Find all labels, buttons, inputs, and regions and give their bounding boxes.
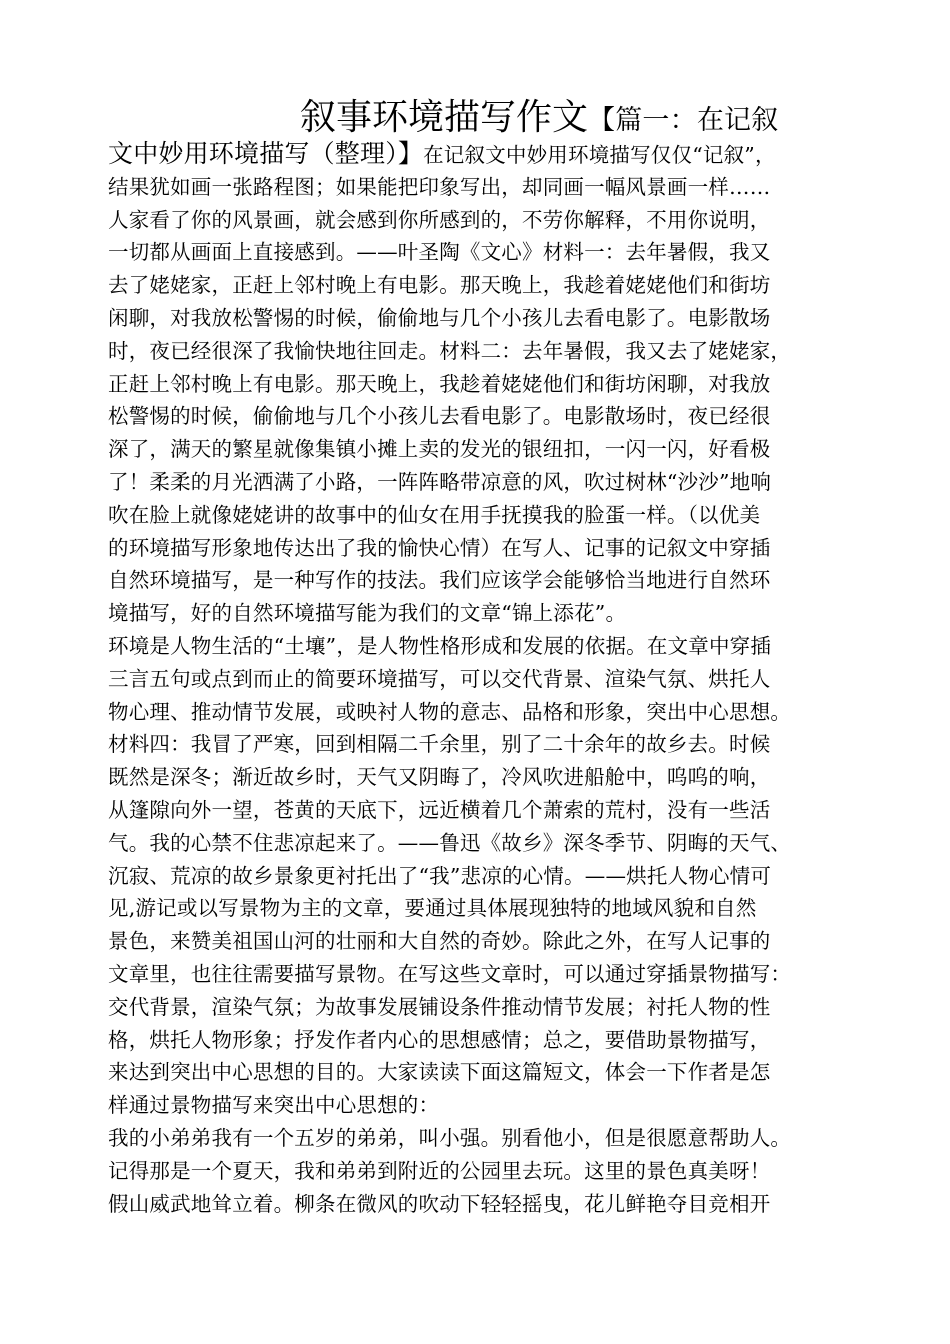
text-line: 深了，满天的繁星就像集镇小摊上卖的发光的银纽扣，一闪一闪，好看极 (108, 437, 771, 462)
document-subtitle: 文中妙用环境描写（整理）】 (108, 139, 424, 168)
text-line: 正赶上邻村晚上有电影。那天晚上，我趁着姥姥他们和街坊闲聊，对我放 (108, 371, 771, 396)
text-line: 格，烘托人物形象；抒发作者内心的思想感情；总之，要借助景物描写， (108, 1027, 771, 1052)
text-line: 的环境描写形象地传达出了我的愉快心情）在写人、记事的记叙文中穿插 (108, 535, 771, 560)
document-title: 叙事环境描写作文 (300, 97, 589, 138)
text-line: 我的小弟弟我有一个五岁的弟弟，叫小强。别看他小，但是很愿意帮助人。 (108, 1125, 792, 1150)
title-line (108, 98, 868, 138)
text-line: 沉寂、荒凉的故乡景象更衬托出了“我”悲凉的心情。——烘托人物心情可 (108, 863, 772, 888)
text-line (108, 138, 868, 171)
text-line: 交代背景，渲染气氛；为故事发展铺设条件推动情节发展；衬托人物的性 (108, 994, 771, 1019)
text-line: 材料四：我冒了严寒，回到相隔二千余里，别了二十余年的故乡去。时候 (108, 732, 771, 757)
text-line: 文章里，也往往需要描写景物。在写这些文章时，可以通过穿插景物描写： (108, 961, 792, 986)
text-line: 从篷隙向外一望，苍黄的天底下，远近横着几个萧索的荒村，没有一些活 (108, 797, 771, 822)
text-line: 样通过景物描写来突出中心思想的： (108, 1093, 440, 1118)
text-line: 人家看了你的风景画，就会感到你所感到的，不劳你解释，不用你说明， (108, 207, 771, 232)
text-line: 记得那是一个夏天，我和弟弟到附近的公园里去玩。这里的景色真美呀！ (108, 1158, 771, 1183)
text-line: 吹在脸上就像姥姥讲的故事中的仙女在用手抚摸我的脸蛋一样。（以优美 (108, 502, 761, 527)
text-line: 来达到突出中心思想的目的。大家读读下面这篇短文，体会一下作者是怎 (108, 1060, 771, 1085)
text-line: 既然是深冬；渐近故乡时，天气又阴晦了，冷风吹进船舱中，呜呜的响， (108, 765, 771, 790)
text-line: 三言五句或点到而止的简要环境描写，可以交代背景、渲染气氛、烘托人 (108, 666, 771, 691)
text-line: 环境是人物生活的“土壤”，是人物性格形成和发展的依据。在文章中穿插 (108, 633, 772, 658)
text-line: 物心理、推动情节发展，或映衬人物的意志、品格和形象，突出中心思想。 (108, 699, 792, 724)
text-line: 了！柔柔的月光洒满了小路，一阵阵略带凉意的风，吹过树林“沙沙”地响 (108, 469, 772, 494)
text-line: 假山威武地耸立着。柳条在微风的吹动下轻轻摇曳，花儿鲜艳夺目竞相开 (108, 1191, 771, 1216)
text-line-content: 在记叙文中妙用环境描写仅仅“记叙”， (423, 143, 776, 167)
document-title-tail: 【篇一：在记叙 (588, 105, 779, 136)
document-body (108, 98, 868, 1220)
text-line: 时，夜已经很深了我愉快地往回走。材料二：去年暑假，我又去了姥姥家， (108, 338, 792, 363)
text-line: 见,游记或以写景物为主的文章，要通过具体展现独特的地域风貌和自然 (108, 896, 757, 921)
text-line: 自然环境描写，是一种写作的技法。我们应该学会能够恰当地进行自然环 (108, 568, 771, 593)
text-line: 景色，来赞美祖国山河的壮丽和大自然的奇妙。除此之外，在写人记事的 (108, 929, 771, 954)
text-line: 闲聊，对我放松警惕的时候，偷偷地与几个小孩儿去看电影了。电影散场 (108, 305, 771, 330)
text-line: 去了姥姥家，正赶上邻村晚上有电影。那天晚上，我趁着姥姥他们和街坊 (108, 273, 771, 298)
text-line: 一切都从画面上直接感到。——叶圣陶《文心》材料一：去年暑假，我又 (108, 240, 771, 265)
text-line: 气。我的心禁不住悲凉起来了。——鲁迅《故乡》深冬季节、阴晦的天气、 (108, 830, 792, 855)
text-line: 结果犹如画一张路程图；如果能把印象写出，却同画一幅风景画一样…… (108, 174, 771, 199)
text-line: 境描写，好的自然环境描写能为我们的文章“锦上添花”。 (108, 601, 627, 626)
text-line: 松警惕的时候，偷偷地与几个小孩儿去看电影了。电影散场时，夜已经很 (108, 404, 771, 429)
